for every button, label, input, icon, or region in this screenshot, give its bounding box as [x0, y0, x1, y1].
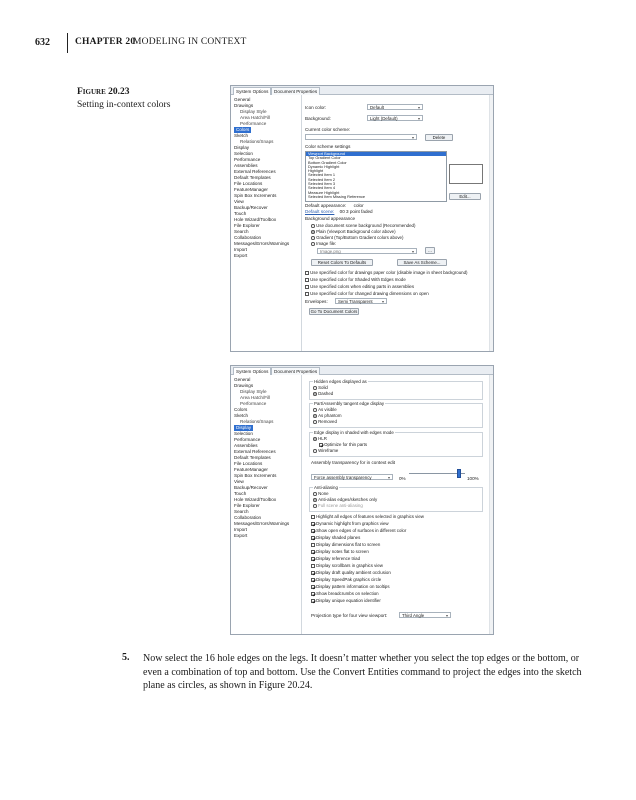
tree-item-messages[interactable]: Messages/Errors/Warnings	[234, 241, 290, 246]
checkbox-label: Show open edges of surfaces in different color	[316, 528, 407, 533]
list-item[interactable]: Bottom Gradient Color	[308, 159, 347, 165]
hidden-dashed-option[interactable]	[313, 391, 333, 396]
radio-icon[interactable]	[313, 504, 317, 508]
bg-option-document-scene[interactable]	[311, 223, 415, 228]
tree-item-file-locations[interactable]: File Locations	[234, 181, 263, 186]
option-label: Dashed	[318, 391, 334, 396]
radio-icon[interactable]	[313, 420, 317, 424]
option-label: Anti-alias edges/sketches only	[318, 497, 378, 502]
checkbox-shaded-edges[interactable]	[305, 277, 406, 282]
tangent-phantom-option[interactable]	[313, 413, 342, 418]
tree-item-external-references[interactable]: External References	[234, 169, 276, 174]
tree-item-external-references[interactable]: External References	[234, 449, 276, 454]
radio-icon[interactable]	[313, 437, 317, 441]
display-options-dialog	[230, 365, 494, 635]
edge-wireframe-option[interactable]	[313, 448, 338, 453]
transparency-slider-thumb[interactable]	[457, 469, 461, 478]
bg-option-label: Plain (Viewport Background color above)	[316, 229, 396, 234]
antialias-full-option[interactable]	[313, 503, 363, 508]
tree-item-default-templates[interactable]: Default Templates	[234, 455, 271, 460]
tree-item-performance[interactable]: Performance	[234, 157, 261, 162]
delete-button[interactable]: Delete	[425, 134, 453, 141]
radio-icon[interactable]	[313, 392, 317, 396]
tree-item-featuremanager[interactable]: FeatureManager	[234, 187, 268, 192]
tree-item-messages[interactable]: Messages/Errors/Warnings	[234, 521, 290, 526]
tree-item-search[interactable]: Search	[234, 229, 249, 234]
display-checkbox-row[interactable]	[311, 563, 424, 570]
tree-item-export[interactable]: Export	[234, 253, 248, 258]
tree-item-view[interactable]: View	[234, 479, 244, 484]
checkbox-icon[interactable]	[311, 571, 315, 575]
radio-icon[interactable]	[313, 414, 317, 418]
current-scheme-select[interactable]	[305, 134, 417, 140]
tree-item-file-explorer[interactable]: File Explorer	[234, 223, 260, 228]
display-checkbox-row[interactable]	[311, 591, 424, 598]
checkbox-icon[interactable]	[305, 285, 309, 289]
checkbox-icon[interactable]	[305, 278, 309, 282]
tree-item-import[interactable]: Import	[234, 247, 248, 252]
dialog-tabs	[231, 366, 493, 375]
tangent-edge-label: Part/Assembly tangent edge display	[314, 401, 385, 406]
checkbox-label: Optimize for thin parts	[324, 442, 368, 447]
tree-item-assemblies[interactable]: Assemblies	[234, 163, 258, 168]
tree-item-collaboration[interactable]: Collaboration	[234, 515, 262, 520]
display-checkbox-list	[311, 514, 424, 605]
radio-icon[interactable]	[313, 386, 317, 390]
tree-item-relations-snaps[interactable]: Relations/Snaps	[240, 419, 274, 424]
list-item[interactable]: Selected Item 2	[308, 176, 336, 182]
list-item[interactable]: Selected Item Missing Reference	[308, 193, 366, 199]
tree-item-general[interactable]: General	[234, 97, 251, 102]
go-to-document-colors-button[interactable]: Go To Document Colors	[310, 309, 358, 314]
radio-icon[interactable]	[313, 498, 317, 502]
tab-system-options[interactable]: System Options	[233, 367, 271, 375]
list-item[interactable]: Dynamic Highlight	[308, 163, 340, 169]
display-checkbox-row[interactable]	[311, 528, 424, 535]
edge-shaded-label: Edge display in shaded with edges mode	[314, 430, 394, 435]
tree-item-spin-box[interactable]: Spin Box Increments	[234, 193, 277, 198]
tree-item-sketch[interactable]: Sketch	[234, 413, 249, 418]
bg-option-label: Gradient (Top/Bottom Gradient colors above)	[316, 235, 404, 240]
default-appearance-caption: Default appearance:	[305, 203, 347, 208]
tree-item-assemblies[interactable]: Assemblies	[234, 443, 258, 448]
display-checkbox-row[interactable]	[311, 584, 424, 591]
transparency-select[interactable]: Force assembly transparency ▾	[311, 474, 393, 480]
header-rule	[67, 33, 68, 53]
default-scene-value: 00 3 point faded	[339, 209, 373, 214]
tree-item-area-hatch[interactable]: Area Hatch/Fill	[240, 115, 271, 120]
checkbox-label: Highlight all edges of features selected in graphics view	[316, 514, 424, 519]
tree-item-colors[interactable]: Colors	[234, 407, 248, 412]
tree-item-import[interactable]: Import	[234, 527, 248, 532]
tree-item-file-locations[interactable]: File Locations	[234, 461, 263, 466]
tree-item-drawings[interactable]: Drawings	[234, 383, 254, 388]
tree-item-display-style[interactable]: Display Style	[240, 109, 267, 114]
background-label: Background:	[305, 116, 331, 121]
display-checkbox-row[interactable]	[311, 535, 424, 542]
tree-item-backup-recover[interactable]: Backup/Recover	[234, 485, 268, 490]
anti-aliasing-group	[309, 487, 483, 512]
optimize-thin-parts-checkbox[interactable]	[319, 442, 367, 447]
list-item[interactable]: Selected Item 4	[308, 185, 336, 191]
display-checkbox-row[interactable]	[311, 577, 424, 584]
tree-item-default-templates[interactable]: Default Templates	[234, 175, 271, 180]
colors-options-dialog	[230, 85, 494, 352]
checkbox-label: Display unique equation identifier	[316, 598, 381, 603]
checkbox-label: Use specified color for Shaded With Edges mode	[310, 277, 406, 282]
step-number: 5.	[122, 652, 130, 663]
option-label: Solid	[318, 385, 328, 390]
envelopes-label: Envelopes:	[305, 299, 328, 304]
checkbox-label: Display SpeedPak graphics circle	[316, 577, 382, 582]
tree-item-view[interactable]: View	[234, 199, 244, 204]
current-scheme-label: Current color scheme:	[305, 127, 351, 132]
display-checkbox-row[interactable]	[311, 549, 424, 556]
tree-item-relations-snaps[interactable]: Relations/Snaps	[240, 139, 274, 144]
tree-item-collaboration[interactable]: Collaboration	[234, 235, 262, 240]
checkbox-label: Use specified color for drawings paper color (disable image in sheet background)	[310, 270, 468, 275]
list-item[interactable]: Highlight	[308, 168, 324, 174]
antialias-none-option[interactable]	[313, 491, 329, 496]
background-appearance-label: Background appearance	[305, 216, 356, 221]
option-label: Full scene anti-aliasing	[318, 503, 363, 508]
checkbox-label: Display scrollbars in graphics view	[316, 563, 383, 568]
default-appearance-value: color	[353, 203, 364, 208]
checkbox-icon[interactable]	[311, 585, 315, 589]
checkbox-icon[interactable]	[311, 564, 315, 568]
checkbox-icon[interactable]	[311, 557, 315, 561]
option-label: Wireframe	[318, 448, 339, 453]
list-item[interactable]: Top Gradient Color	[308, 155, 341, 161]
hidden-solid-option[interactable]	[313, 385, 328, 390]
tree-item-drawing-performance[interactable]: Performance	[240, 401, 267, 406]
display-checkbox-row[interactable]	[311, 570, 424, 577]
figure-caption: Setting in-context colors	[77, 100, 171, 110]
checkbox-icon[interactable]	[311, 578, 315, 582]
tree-divider	[301, 375, 302, 634]
option-label: None	[318, 491, 329, 496]
radio-icon[interactable]	[313, 492, 317, 496]
tree-item-display[interactable]: Display	[234, 145, 250, 150]
scheme-settings-list[interactable]	[305, 151, 447, 202]
checkbox-icon[interactable]	[305, 292, 309, 296]
checkbox-label: Display reference triad	[316, 556, 361, 561]
tree-divider	[301, 95, 302, 351]
radio-icon[interactable]	[311, 224, 315, 228]
tab-document-properties[interactable]: Document Properties	[271, 367, 320, 375]
tangent-removed-option[interactable]	[313, 419, 337, 424]
tree-item-selection[interactable]: Selection	[234, 431, 253, 436]
tree-item-hole-wizard[interactable]: Hole Wizard/Toolbox	[234, 497, 277, 502]
tangent-edge-group	[309, 403, 483, 428]
figure-label: Figure 20.23	[77, 87, 130, 97]
checkbox-icon[interactable]	[311, 543, 315, 547]
checkbox-icon[interactable]	[311, 529, 315, 533]
checkbox-label: Dynamic highlight from graphics view	[316, 521, 389, 526]
browse-button[interactable]: ...	[425, 247, 435, 254]
checkbox-label: Display draft quality ambient occlusion	[316, 570, 391, 575]
page-number: 632	[35, 37, 50, 48]
radio-icon[interactable]	[311, 236, 315, 240]
edge-hlr-option[interactable]	[313, 436, 327, 441]
radio-icon[interactable]	[313, 408, 317, 412]
display-checkbox-row[interactable]	[311, 598, 424, 605]
slider-min-label: 0%	[399, 476, 406, 481]
tree-item-general[interactable]: General	[234, 377, 251, 382]
icon-color-label: Icon color:	[305, 105, 327, 110]
list-item[interactable]: Selected Item 3	[308, 181, 336, 187]
radio-icon[interactable]	[313, 449, 317, 453]
checkbox-label: Display pattern information on tooltips	[316, 584, 390, 589]
dialog-scrollbar[interactable]	[489, 375, 493, 634]
checkbox-label: Use specified color for changed drawing dimensions on open	[310, 291, 429, 296]
hidden-edges-group	[309, 381, 483, 400]
dialog-tabs	[231, 86, 493, 95]
anti-aliasing-label: Anti-aliasing	[314, 485, 338, 490]
transparency-label: Assembly transparency for in context edit	[311, 460, 396, 465]
checkbox-icon[interactable]	[311, 550, 315, 554]
tree-item-hole-wizard[interactable]: Hole Wizard/Toolbox	[234, 217, 277, 222]
checkbox-label: Display shaded planes	[316, 535, 361, 540]
checkbox-icon[interactable]	[311, 536, 315, 540]
display-checkbox-row[interactable]	[311, 542, 424, 549]
bg-option-gradient[interactable]	[311, 235, 403, 240]
tree-item-sketch[interactable]: Sketch	[234, 133, 249, 138]
options-tree	[234, 377, 300, 539]
tree-item-drawings[interactable]: Drawings	[234, 103, 254, 108]
checkbox-label: Display dimensions flat to screen	[316, 542, 381, 547]
checkbox-icon[interactable]	[311, 522, 315, 526]
dialog-scrollbar[interactable]	[489, 95, 493, 351]
color-swatch	[449, 164, 483, 184]
envelopes-select[interactable]: Semi Transparent ▾	[335, 298, 387, 304]
display-checkbox-row[interactable]	[311, 556, 424, 563]
list-item[interactable]: Viewport Background	[306, 152, 446, 156]
antialias-edges-option[interactable]	[313, 497, 377, 502]
default-appearance-label	[305, 203, 364, 208]
bg-option-plain[interactable]	[311, 229, 396, 234]
bg-option-image-file[interactable]	[311, 241, 336, 246]
save-scheme-button[interactable]: Save As Scheme...	[397, 259, 447, 266]
default-scene-link[interactable]: Default scene:	[305, 209, 335, 214]
icon-color-select[interactable]: Default ▾	[367, 104, 423, 110]
tree-item-drawing-performance[interactable]: Performance	[240, 121, 267, 126]
checkbox-icon[interactable]	[319, 443, 323, 447]
tree-item-performance[interactable]: Performance	[234, 437, 261, 442]
checkbox-icon[interactable]	[305, 271, 309, 275]
tangent-visible-option[interactable]	[313, 407, 337, 412]
display-checkbox-row[interactable]	[311, 514, 424, 521]
tree-item-file-explorer[interactable]: File Explorer	[234, 503, 260, 508]
tree-item-selection[interactable]: Selection	[234, 151, 253, 156]
radio-icon[interactable]	[311, 230, 315, 234]
list-item[interactable]: Measure Highlight	[308, 189, 340, 195]
edge-shaded-group	[309, 432, 483, 457]
step-text: Now select the 16 hole edges on the legs. It doesn’t matter whether you select the top edges or the bottom, or even a combination of top and bottom. Use the Convert Entities command to project the edges into the sketch plane as circles, as shown in Figure 20.24.	[143, 653, 582, 692]
tree-item-export[interactable]: Export	[234, 533, 248, 538]
tree-item-touch[interactable]: Touch	[234, 491, 247, 496]
checkbox-icon[interactable]	[311, 599, 315, 603]
chapter-title: MODELING IN CONTEXT	[133, 37, 247, 47]
option-label: Removed	[318, 419, 337, 424]
options-tree	[234, 97, 300, 259]
tree-item-featuremanager[interactable]: FeatureManager	[234, 467, 268, 472]
tree-item-display[interactable]: Display	[236, 425, 252, 430]
default-scene-label	[305, 209, 373, 214]
tree-item-search[interactable]: Search	[234, 509, 249, 514]
tree-item-display-style[interactable]: Display Style	[240, 389, 267, 394]
radio-icon[interactable]	[311, 242, 315, 246]
slider-max-label: 100%	[467, 476, 479, 481]
checkbox-label: Use specified colors when editing parts in assemblies	[310, 284, 415, 289]
hidden-edges-label: Hidden edges displayed as	[314, 379, 367, 384]
background-select[interactable]: Light (Default) ▾	[367, 115, 423, 121]
reset-colors-button[interactable]: Reset Colors To Defaults	[311, 259, 373, 266]
bg-option-label: Use document scene background (Recommended)	[316, 223, 416, 228]
scheme-settings-label: Color scheme settings	[305, 144, 351, 149]
image-file-input[interactable]: Image.png ▾	[317, 248, 417, 254]
tab-document-properties[interactable]: Document Properties	[271, 87, 320, 95]
checkbox-label: Show breadcrumbs on selection	[316, 591, 379, 596]
checkbox-editing-parts[interactable]	[305, 284, 414, 289]
chapter-label: CHAPTER 20	[75, 37, 136, 47]
tree-item-touch[interactable]: Touch	[234, 211, 247, 216]
tab-system-options[interactable]: System Options	[233, 87, 271, 95]
option-label: As phantom	[318, 413, 342, 418]
tree-item-area-hatch[interactable]: Area Hatch/Fill	[240, 395, 271, 400]
tree-item-spin-box[interactable]: Spin Box Increments	[234, 473, 277, 478]
checkbox-icon[interactable]	[311, 592, 315, 596]
option-label: As visible	[318, 407, 337, 412]
list-item[interactable]: Selected Item 1	[308, 172, 336, 178]
tree-item-backup-recover[interactable]: Backup/Recover	[234, 205, 268, 210]
projection-label: Projection type for four view viewport:	[311, 613, 388, 618]
projection-select[interactable]: Third Angle ▾	[399, 612, 451, 618]
checkbox-icon[interactable]	[311, 515, 315, 519]
checkbox-label: Display notes flat to screen	[316, 549, 369, 554]
option-label: HLR	[318, 436, 327, 441]
checkbox-changed-dimensions[interactable]	[305, 291, 429, 296]
display-checkbox-row[interactable]	[311, 521, 424, 528]
bg-option-label: Image file:	[316, 241, 337, 246]
edit-color-button[interactable]: Edit...	[449, 193, 481, 200]
tree-item-colors[interactable]: Colors	[236, 127, 250, 132]
checkbox-paper-color[interactable]	[305, 270, 468, 275]
